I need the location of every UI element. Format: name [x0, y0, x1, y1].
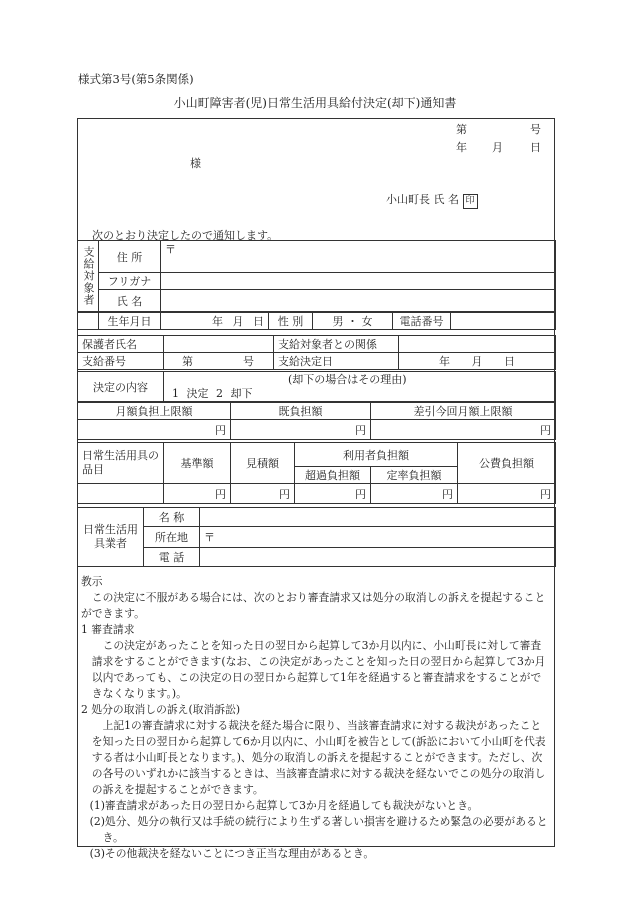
vendor-phone-field[interactable]	[200, 548, 556, 567]
decision-label: 決定の内容	[78, 372, 164, 402]
decision-options: 1 決定 2 却下	[172, 386, 253, 400]
birth-table	[77, 312, 556, 330]
vendor-phone-label: 電 話	[144, 548, 200, 567]
guardian-name-field[interactable]	[164, 336, 274, 353]
vendor-name-label: 名 称	[144, 508, 200, 527]
date-hi: 日	[530, 141, 541, 154]
date-nen: 年	[456, 141, 467, 154]
estimate-yen[interactable]: 円	[231, 484, 295, 504]
recipient-table	[77, 240, 556, 312]
form-number: 様式第3号(第5条関係)	[78, 72, 194, 86]
number-dai: 第	[456, 123, 467, 136]
fixed-yen[interactable]: 円	[371, 484, 458, 504]
date-tsuki: 月	[492, 141, 503, 154]
furigana-label: フリガナ	[99, 273, 161, 290]
already-paid-label: 既負担額	[231, 403, 371, 420]
vendor-name-field[interactable]	[200, 508, 556, 527]
phone-label: 電話番号	[393, 313, 451, 330]
monthly-limit-yen[interactable]: 円	[78, 420, 231, 440]
notice-heading: 教示	[81, 575, 103, 588]
number-go: 号	[530, 123, 541, 136]
form-frame	[77, 118, 555, 860]
notice-item-2: (2)処分、処分の執行又は手続の続行により生ずる著しい損害を避けるため緊急の必要があるとき。	[89, 815, 548, 844]
postal-mark: 〒	[165, 243, 176, 256]
monthly-limit-label: 月額負担上限額	[78, 403, 231, 420]
notice-item-3: (3)その他裁決を経ないことにつき正当な理由があるとき。	[89, 847, 375, 860]
phone-field[interactable]	[451, 313, 556, 330]
furigana-field[interactable]	[161, 273, 556, 290]
excess-burden-label: 超過負担額	[295, 467, 371, 484]
vendor-side-label: 日常生活用具業者	[78, 508, 144, 567]
guardian-name-label: 保護者氏名	[78, 336, 164, 353]
public-yen[interactable]: 円	[458, 484, 556, 504]
document-title: 小山町障害者(児)日常生活用具給付決定(却下)通知書	[173, 96, 457, 110]
item-field[interactable]	[78, 484, 164, 504]
excess-yen[interactable]: 円	[295, 484, 371, 504]
user-burden-label: 利用者負担額	[295, 443, 458, 467]
address-label: 住 所	[99, 241, 161, 273]
name-label: 氏 名	[99, 290, 161, 312]
notice-section-2-body: 上記1の審査請求に対する裁決を経た場合に限り、当該審査請求に対する裁決があったことを知った日の翌日から起算して6か月以内に、小山町を被告として(訴訟において小山町を代表する者は小山町長となります。)、処分の取消しの訴えを提起することができます。ただし、次の各号のいずれかに該当するときは、当該審査請求に対する裁決を経ないでこの処分の取消しの訴えを提起することができます。	[91, 719, 546, 796]
payment-no-value[interactable]: 第 号	[164, 353, 274, 370]
remaining-limit-label: 差引今回月額上限額	[371, 403, 556, 420]
notice-section-1-body: この決定があったことを知った日の翌日から起算して3か月以内に、小山町長に対して審査請求をすることができます(なお、この決定があったことを知った日の翌日から起算して3か月以内であっても、この決定の日の翌日から起算して1年を経過すると審査請求をすることができなくなります。)。	[91, 639, 546, 700]
birth-label: 生年月日	[99, 313, 161, 330]
notice-section-2: 2 処分の取消しの訴え(取消訴訟)	[81, 703, 241, 716]
vendor-table	[77, 507, 556, 567]
base-amount-label: 基準額	[164, 443, 231, 484]
estimate-label: 見積額	[231, 443, 295, 484]
vendor-address-label: 所在地	[144, 527, 200, 548]
notice-item-1: (1)審査請求があった日の翌日から起算して3か月を経過しても裁決がないとき。	[89, 799, 479, 812]
intro-text: 次のとおり決定したので通知します。	[92, 229, 279, 242]
fixed-burden-label: 定率負担額	[371, 467, 458, 484]
relation-field[interactable]	[399, 336, 556, 353]
decision-field[interactable]	[164, 372, 556, 402]
appeal-notice	[81, 574, 551, 862]
guardian-table	[77, 335, 556, 370]
gender-value[interactable]: 男 ・ 女	[313, 313, 393, 330]
item-label: 日常生活用具の品目	[78, 443, 164, 484]
public-burden-label: 公費負担額	[458, 443, 556, 484]
honorific-sama: 様	[190, 157, 201, 170]
vendor-postal-mark: 〒	[204, 531, 215, 544]
birth-value[interactable]: 年 月 日	[161, 313, 269, 330]
recipient-side-label: 支給対象者	[78, 241, 99, 312]
vendor-address-field[interactable]	[200, 527, 556, 548]
reason-note: (却下の場合はその理由)	[288, 372, 407, 386]
payment-date-label: 支給決定日	[274, 353, 399, 370]
address-field[interactable]	[161, 241, 556, 273]
already-paid-yen[interactable]: 円	[231, 420, 371, 440]
base-yen[interactable]: 円	[164, 484, 231, 504]
notice-section-1: 1 審査請求	[81, 623, 135, 636]
name-field[interactable]	[161, 290, 556, 312]
gender-label: 性 別	[269, 313, 313, 330]
decision-table	[77, 371, 556, 402]
notice-intro: この決定に不服がある場合には、次のとおり審査請求又は処分の取消しの訴えを提起することができます。	[81, 591, 546, 620]
relation-label: 支給対象者との関係	[274, 336, 399, 353]
limits-table	[77, 402, 556, 440]
seal-mark: 印	[463, 194, 478, 209]
remaining-limit-yen[interactable]: 円	[371, 420, 556, 440]
payment-date-value[interactable]: 年 月 日	[399, 353, 556, 370]
issuer-name: 小山町長 氏 名 印	[386, 191, 478, 209]
payment-no-label: 支給番号	[78, 353, 164, 370]
items-table	[77, 442, 556, 504]
